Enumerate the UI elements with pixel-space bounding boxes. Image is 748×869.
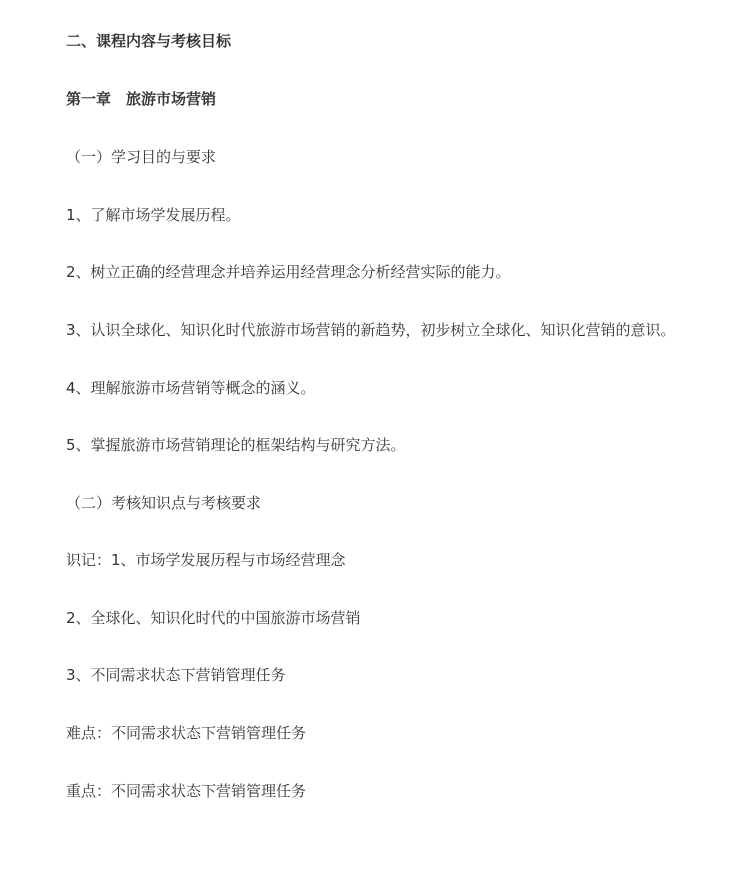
learning-goal-item: 5、掌握旅游市场营销理论的框架结构与研究方法。 [66,436,406,454]
memorize-item: 3、不同需求状态下营销管理任务 [66,666,286,684]
learning-goal-item: 2、树立正确的经营理念并培养运用经营理念分析经营实际的能力。 [66,263,511,281]
learning-goal-item: 4、理解旅游市场营销等概念的涵义。 [66,379,316,397]
learning-goals-heading: （一）学习目的与要求 [66,148,217,166]
chapter-title: 第一章 旅游市场营销 [66,90,217,108]
memorize-item: 2、全球化、知识化时代的中国旅游市场营销 [66,609,361,627]
memorize-item: 识记：1、市场学发展历程与市场经营理念 [66,551,346,569]
section-title: 二、课程内容与考核目标 [66,32,232,50]
difficult-point: 难点：不同需求状态下营销管理任务 [66,724,307,742]
learning-goal-item: 3、认识全球化、知识化时代旅游市场营销的新趋势，初步树立全球化、知识化营销的意识。 [66,321,676,339]
key-point: 重点：不同需求状态下营销管理任务 [66,782,307,800]
assessment-heading: （二）考核知识点与考核要求 [66,494,262,512]
learning-goal-item: 1、了解市场学发展历程。 [66,206,241,224]
